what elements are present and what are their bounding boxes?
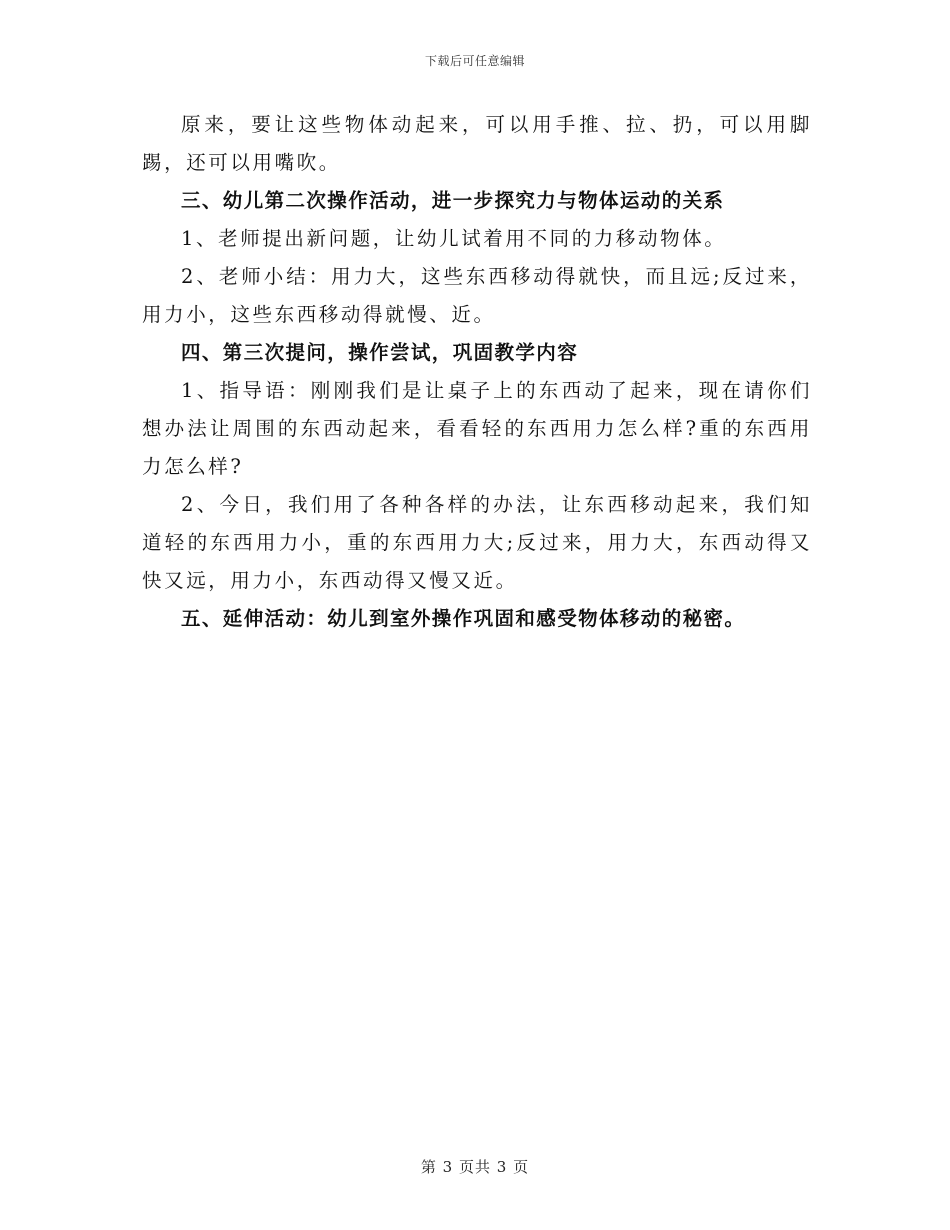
paragraph-4-2: 2、今日，我们用了各种各样的办法，让东西移动起来，我们知道轻的东西用力小，重的东西用力大;反过来，用力大，东西动得又快又远，用力小，东西动得又慢又近。: [142, 493, 812, 592]
paragraph-3-1: 1、老师提出新问题，让幼儿试着用不同的力移动物体。: [181, 227, 727, 250]
paragraph-4-1: 1、指导语：刚刚我们是让桌子上的东西动了起来，现在请你们想办法让周围的东西动起来，看看轻的东西用力怎么样?重的东西用力怎么样?: [142, 379, 812, 478]
document-body: [142, 106, 812, 638]
section-heading-4: 四、第三次提问，操作尝试，巩固教学内容: [181, 341, 579, 364]
page-footer: 第 3 页共 3 页: [420, 1158, 530, 1176]
section-heading-3: 三、幼儿第二次操作活动，进一步探究力与物体运动的关系: [181, 189, 725, 212]
page-header: 下载后可任意编辑: [424, 54, 525, 68]
section-heading-5: 五、延伸活动：幼儿到室外操作巩固和感受物体移动的秘密。: [181, 607, 746, 630]
paragraph-3-2: 2、老师小结：用力大，这些东西移动得就快，而且远;反过来，用力小，这些东西移动得就慢、近。: [142, 265, 812, 326]
paragraph-conclusion: 原来，要让这些物体动起来，可以用手推、拉、扔，可以用脚踢，还可以用嘴吹。: [142, 113, 812, 174]
